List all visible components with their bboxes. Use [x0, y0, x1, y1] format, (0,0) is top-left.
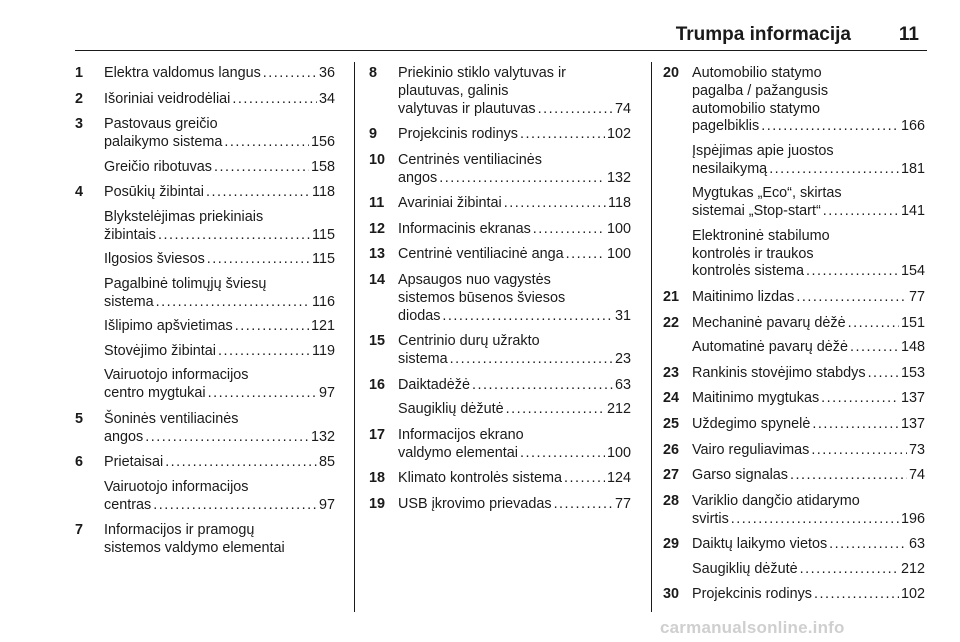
- page-reference: 148: [900, 339, 925, 356]
- entry-last-line: [398, 401, 631, 419]
- header-rule: [75, 50, 927, 51]
- entry-last-line: [104, 429, 335, 447]
- item-number: 14: [369, 271, 386, 288]
- page-reference: 36: [318, 65, 335, 81]
- leader-dots: [533, 221, 605, 239]
- page-reference: 63: [908, 536, 925, 553]
- leader-dots: [153, 497, 317, 515]
- page-reference: 100: [606, 246, 631, 263]
- entry-last-line: [692, 442, 925, 460]
- entry-text: Daiktų laikymo vietos: [692, 536, 828, 553]
- entry-text: sistemai „Stop-start“: [692, 203, 821, 220]
- index-entry: [75, 411, 335, 447]
- entry-last-line: [104, 65, 335, 83]
- entry-last-line: [398, 170, 631, 188]
- entry-text: sistema: [104, 293, 154, 310]
- page-reference: 23: [614, 350, 631, 367]
- item-number: 21: [663, 288, 680, 305]
- page-reference: 115: [312, 251, 335, 268]
- leader-dots: [823, 203, 899, 221]
- entry-text: sistemos būsenos šviesos: [398, 289, 566, 306]
- entry-text: Maitinimo mygtukas: [692, 390, 820, 407]
- entry-text: Išlipimo apšvietimas: [104, 318, 233, 335]
- entry-text: Vairuotojo informacijos: [104, 367, 249, 384]
- index-entry: [75, 209, 335, 245]
- entry-text: Vairuotojo informacijos: [104, 478, 249, 495]
- column-divider-1: [354, 62, 355, 612]
- entry-text: Variklio dangčio atidarymo: [692, 492, 860, 509]
- entry-last-line: [692, 315, 925, 333]
- leader-dots: [812, 416, 899, 434]
- item-number: 16: [369, 376, 386, 393]
- page-reference: 85: [318, 454, 335, 471]
- item-number: 2: [75, 90, 84, 107]
- entry-text: Projekcinis rodinys: [398, 126, 518, 143]
- page-header: [75, 22, 925, 50]
- entry-text: Mechaninė pavarų dėžė: [692, 314, 846, 331]
- entry-last-line: [398, 101, 631, 119]
- page-reference: 77: [614, 495, 631, 512]
- entry-last-line: [692, 390, 925, 408]
- entry-text: valdymo elementai: [398, 444, 518, 461]
- index-entry: [75, 65, 335, 83]
- entry-text: Centrinė ventiliacinė anga: [398, 246, 564, 263]
- item-number: 29: [663, 536, 680, 553]
- entry-last-line: [104, 540, 335, 558]
- page-reference: 151: [900, 314, 925, 331]
- entry-text: žibintais: [104, 226, 156, 243]
- leader-dots: [504, 195, 606, 213]
- entry-last-line: [104, 227, 335, 245]
- entry-last-line: [692, 536, 925, 554]
- leader-dots: [829, 536, 907, 554]
- index-entry: [369, 65, 631, 118]
- index-entry: [75, 454, 335, 472]
- entry-last-line: [104, 385, 335, 403]
- entry-text: Stovėjimo žibintai: [104, 342, 216, 359]
- entry-text: Saugiklių dėžutė: [692, 560, 798, 577]
- item-number: 6: [75, 454, 84, 471]
- index-entry: [75, 522, 335, 558]
- entry-last-line: [398, 195, 631, 213]
- entry-last-line: [104, 343, 335, 361]
- item-number: 19: [369, 495, 386, 512]
- index-entry: [75, 184, 335, 202]
- leader-dots: [538, 101, 613, 119]
- entry-last-line: [398, 221, 631, 239]
- leader-dots: [520, 126, 605, 144]
- entry-text: Išoriniai veidrodėliai: [104, 90, 231, 107]
- index-entry: [663, 315, 925, 333]
- entry-text: kontrolės sistema: [692, 263, 804, 280]
- index-column-1: [75, 65, 335, 565]
- index-entry: [663, 185, 925, 221]
- entry-text: angos: [104, 428, 144, 445]
- entry-text: Greičio ribotuvas: [104, 158, 212, 175]
- leader-dots: [208, 385, 317, 403]
- index-entry: [663, 289, 925, 307]
- page-reference: 212: [900, 560, 925, 577]
- page-reference: 154: [900, 263, 925, 280]
- index-entry: [369, 377, 631, 395]
- page-reference: 181: [900, 160, 925, 177]
- entry-text: Klimato kontrolės sistema: [398, 470, 562, 487]
- page-reference: 100: [606, 220, 631, 237]
- entry-last-line: [104, 184, 335, 202]
- index-entry: [75, 343, 335, 361]
- entry-text: Pastovaus greičio: [104, 116, 218, 133]
- leader-dots: [207, 251, 310, 269]
- entry-last-line: [692, 203, 925, 221]
- page-reference: 97: [318, 385, 335, 402]
- entry-last-line: [398, 351, 631, 369]
- index-entry: [663, 442, 925, 460]
- entry-text: Apsaugos nuo vagystės: [398, 271, 551, 288]
- entry-text: angos: [398, 169, 438, 186]
- column-divider-2: [651, 62, 652, 612]
- leader-dots: [800, 561, 899, 579]
- page-reference: 153: [900, 364, 925, 381]
- entry-text: palaikymo sistema: [104, 133, 223, 150]
- leader-dots: [566, 246, 605, 264]
- entry-text: centras: [104, 496, 152, 513]
- item-number: 7: [75, 522, 84, 539]
- entry-text: Posūkių žibintai: [104, 184, 204, 201]
- page-reference: 137: [900, 390, 925, 407]
- index-entry: [663, 416, 925, 434]
- index-entry: [663, 467, 925, 485]
- item-number: 25: [663, 415, 680, 432]
- entry-text: automobilio statymo: [692, 100, 820, 117]
- entry-last-line: [104, 251, 335, 269]
- page-reference: 158: [310, 158, 335, 175]
- page-title: Trumpa informacija: [675, 24, 851, 45]
- entry-text: pagalba / pažangusis: [692, 82, 829, 99]
- index-entry: [75, 251, 335, 269]
- page-reference: 102: [606, 126, 631, 143]
- entry-last-line: [692, 339, 925, 357]
- index-entry: [369, 401, 631, 419]
- entry-last-line: [692, 467, 925, 485]
- leader-dots: [769, 161, 899, 179]
- index-entry: [369, 126, 631, 144]
- index-column-3: [663, 65, 925, 612]
- entry-last-line: [692, 561, 925, 579]
- leader-dots: [224, 134, 309, 152]
- entry-text: Informacijos ekrano: [398, 426, 524, 443]
- entry-last-line: [692, 263, 925, 281]
- index-column-2: [369, 65, 631, 521]
- leader-dots: [472, 377, 613, 395]
- leader-dots: [821, 390, 899, 408]
- item-number: 11: [369, 195, 385, 212]
- entry-last-line: [104, 318, 335, 336]
- index-entry: [663, 339, 925, 357]
- entry-text: valytuvas ir plautuvas: [398, 100, 536, 117]
- entry-last-line: [398, 377, 631, 395]
- item-number: 9: [369, 126, 378, 143]
- page-reference: 212: [606, 401, 631, 418]
- entry-text: Prietaisai: [104, 454, 164, 471]
- item-number: 8: [369, 65, 378, 81]
- entry-text: Projekcinis rodinys: [692, 586, 812, 603]
- entry-text: USB įkrovimo prievadas: [398, 495, 552, 512]
- item-number: 5: [75, 410, 84, 427]
- entry-text: Garso signalas: [692, 467, 788, 484]
- entry-text: pagelbiklis: [692, 118, 760, 135]
- index-entry: [663, 390, 925, 408]
- entry-last-line: [398, 246, 631, 264]
- leader-dots: [761, 118, 899, 136]
- item-number: 20: [663, 65, 680, 81]
- leader-dots: [806, 263, 899, 281]
- page-reference: 196: [900, 510, 925, 527]
- entry-last-line: [104, 159, 335, 177]
- entry-last-line: [398, 470, 631, 488]
- leader-dots: [811, 442, 907, 460]
- entry-last-line: [692, 365, 925, 383]
- index-entry: [663, 365, 925, 383]
- leader-dots: [206, 184, 310, 202]
- page-reference: 63: [614, 376, 631, 393]
- item-number: 3: [75, 116, 84, 133]
- item-number: 18: [369, 470, 386, 487]
- index-entry: [75, 318, 335, 336]
- entry-text: svirtis: [692, 510, 729, 527]
- item-number: 17: [369, 426, 386, 443]
- index-entry: [75, 479, 335, 515]
- entry-text: Mygtukas „Eco“, skirtas: [692, 185, 842, 202]
- leader-dots: [158, 227, 310, 245]
- entry-text: Automobilio statymo: [692, 65, 822, 81]
- leader-dots: [848, 315, 899, 333]
- index-entry: [663, 561, 925, 579]
- leader-dots: [506, 401, 605, 419]
- leader-dots: [564, 470, 605, 488]
- entry-last-line: [692, 586, 925, 604]
- index-entry: [663, 143, 925, 179]
- page-reference: 73: [908, 441, 925, 458]
- entry-text: Šoninės ventiliacinės: [104, 410, 239, 427]
- entry-text: Automatinė pavarų dėžė: [692, 339, 848, 356]
- page-reference: 77: [908, 288, 925, 305]
- entry-text: sistemos valdymo elementai: [104, 539, 285, 556]
- entry-text: Saugiklių dėžutė: [398, 401, 504, 418]
- leader-dots: [156, 294, 310, 312]
- entry-last-line: [692, 118, 925, 136]
- entry-last-line: [104, 91, 335, 109]
- item-number: 30: [663, 586, 680, 603]
- entry-last-line: [398, 308, 631, 326]
- index-entry: [663, 493, 925, 529]
- watermark: carmanualsonline.info: [660, 618, 845, 637]
- entry-text: sistema: [398, 350, 448, 367]
- entry-text: nesilaikymą: [692, 160, 768, 177]
- entry-last-line: [104, 454, 335, 472]
- page-reference: 74: [908, 467, 925, 484]
- entry-last-line: [104, 497, 335, 515]
- index-entry: [369, 272, 631, 325]
- entry-text: Maitinimo lizdas: [692, 288, 795, 305]
- page-reference: 115: [312, 226, 335, 243]
- page-reference: 100: [606, 444, 631, 461]
- index-entry: [369, 152, 631, 188]
- item-number: 28: [663, 492, 680, 509]
- entry-text: Įspėjimas apie juostos: [692, 142, 834, 159]
- entry-last-line: [398, 445, 631, 463]
- entry-last-line: [692, 161, 925, 179]
- entry-text: Centrinės ventiliacinės: [398, 151, 542, 168]
- index-entry: [663, 536, 925, 554]
- index-entry: [75, 91, 335, 109]
- entry-text: Vairo reguliavimas: [692, 441, 810, 458]
- page-reference: 118: [608, 195, 631, 212]
- item-number: 22: [663, 314, 680, 331]
- page-reference: 118: [312, 184, 335, 201]
- item-number: 26: [663, 441, 680, 458]
- leader-dots: [263, 65, 317, 83]
- leader-dots: [520, 445, 605, 463]
- entry-text: Daiktadėžė: [398, 376, 470, 393]
- entry-last-line: [398, 126, 631, 144]
- leader-dots: [439, 170, 605, 188]
- leader-dots: [731, 511, 899, 529]
- page-reference: 31: [614, 307, 631, 324]
- entry-last-line: [104, 294, 335, 312]
- index-entry: [369, 246, 631, 264]
- index-entry: [663, 586, 925, 604]
- leader-dots: [165, 454, 317, 472]
- index-entry: [663, 228, 925, 281]
- page-reference: 166: [900, 118, 925, 135]
- entry-text: Priekinio stiklo valytuvas ir: [398, 65, 566, 81]
- page-reference: 119: [312, 342, 335, 359]
- page-reference: 121: [310, 318, 335, 335]
- entry-text: Uždegimo spynelė: [692, 415, 811, 432]
- index-entry: [75, 159, 335, 177]
- page-reference: 137: [900, 415, 925, 432]
- index-entry: [75, 367, 335, 403]
- index-entry: [369, 195, 631, 213]
- entry-text: Elektroninė stabilumo: [692, 227, 830, 244]
- item-number: 15: [369, 333, 386, 350]
- page-reference: 156: [310, 133, 335, 150]
- item-number: 10: [369, 151, 386, 168]
- leader-dots: [232, 91, 317, 109]
- entry-text: centro mygtukai: [104, 385, 206, 402]
- index-entry: [369, 496, 631, 514]
- entry-text: diodas: [398, 307, 441, 324]
- page-reference: 97: [318, 496, 335, 513]
- entry-text: plautuvas, galinis: [398, 82, 509, 99]
- leader-dots: [235, 318, 309, 336]
- leader-dots: [850, 339, 899, 357]
- page-number: 11: [898, 24, 919, 45]
- index-entry: [369, 427, 631, 463]
- leader-dots: [790, 467, 907, 485]
- leader-dots: [450, 351, 613, 369]
- entry-text: Informacinis ekranas: [398, 220, 531, 237]
- index-entry: [369, 333, 631, 369]
- index-entry: [663, 65, 925, 136]
- leader-dots: [554, 496, 613, 514]
- leader-dots: [868, 365, 899, 383]
- index-entry: [75, 276, 335, 312]
- item-number: 27: [663, 467, 680, 484]
- page-reference: 74: [614, 100, 631, 117]
- leader-dots: [214, 159, 309, 177]
- leader-dots: [145, 429, 309, 447]
- item-number: 4: [75, 184, 84, 201]
- entry-last-line: [692, 416, 925, 434]
- item-number: 1: [75, 65, 84, 81]
- leader-dots: [218, 343, 310, 361]
- entry-last-line: [692, 511, 925, 529]
- page-reference: 116: [312, 293, 335, 310]
- leader-dots: [442, 308, 613, 326]
- index-entry: [369, 470, 631, 488]
- item-number: 24: [663, 390, 680, 407]
- page-reference: 34: [318, 90, 335, 107]
- leader-dots: [796, 289, 907, 307]
- entry-last-line: [692, 289, 925, 307]
- index-entry: [369, 221, 631, 239]
- entry-text: Centrinio durų užrakto: [398, 333, 540, 350]
- item-number: 13: [369, 246, 386, 263]
- page-reference: 102: [900, 586, 925, 603]
- index-entry: [75, 116, 335, 152]
- item-number: 23: [663, 364, 680, 381]
- entry-last-line: [104, 134, 335, 152]
- page-reference: 141: [900, 203, 925, 220]
- page-reference: 124: [606, 470, 631, 487]
- page-reference: 132: [310, 428, 335, 445]
- leader-dots: [814, 586, 899, 604]
- entry-text: Avariniai žibintai: [398, 195, 502, 212]
- page-reference: 132: [606, 169, 631, 186]
- entry-text: kontrolės ir traukos: [692, 245, 814, 262]
- entry-text: Informacijos ir pramogų: [104, 522, 255, 539]
- entry-last-line: [398, 496, 631, 514]
- entry-text: Elektra valdomus langus: [104, 65, 261, 81]
- entry-text: Pagalbinė tolimųjų šviesų: [104, 275, 267, 292]
- entry-text: Blykstelėjimas priekiniais: [104, 208, 264, 225]
- item-number: 12: [369, 220, 386, 237]
- entry-text: Rankinis stovėjimo stabdys: [692, 364, 866, 381]
- entry-text: Ilgosios šviesos: [104, 251, 205, 268]
